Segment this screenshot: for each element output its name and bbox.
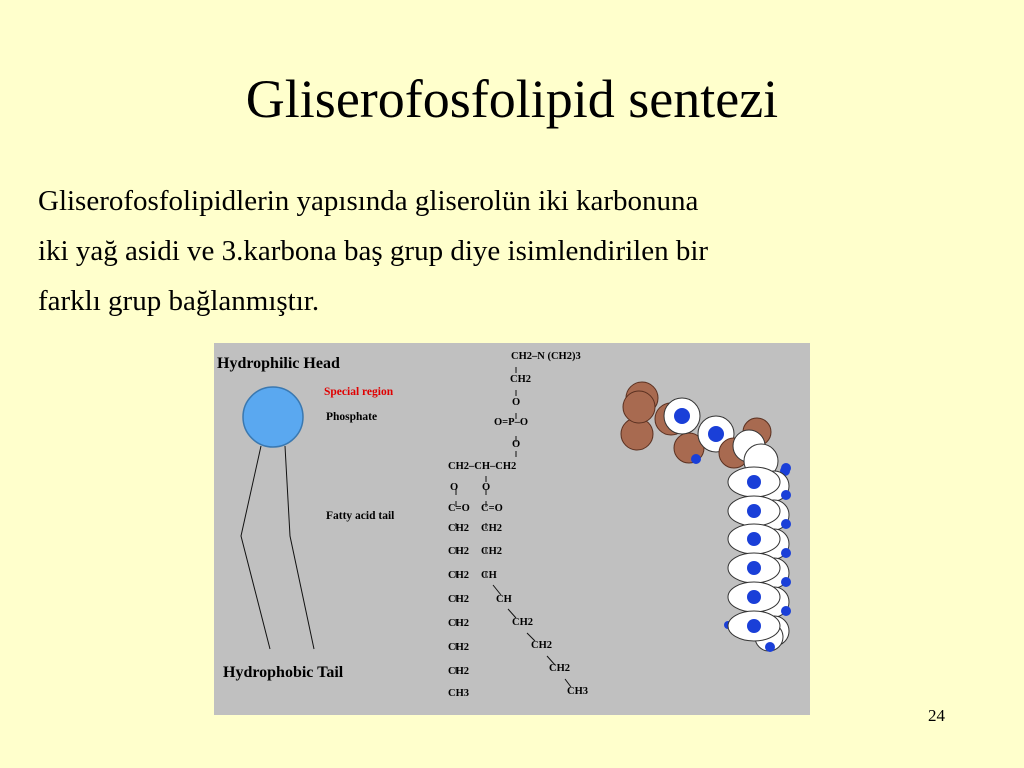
body-line: Gliserofosfolipidlerin yapısında gliserolün iki karbonuna <box>38 185 699 217</box>
formula-oxygen: O <box>512 439 521 450</box>
hydrophilic-head-label: Hydrophilic Head <box>217 355 340 372</box>
hydrophobic-tail-left <box>241 446 270 649</box>
formula-left-chain-atom: CH2 <box>448 523 469 534</box>
formula-right-chain-atom: C=O <box>481 503 503 514</box>
formula-right-chain-atom: O <box>482 482 491 493</box>
formula-left-chain-atom: CH2 <box>448 546 469 557</box>
page-number: 24 <box>928 706 945 725</box>
formula-left-chain-atom: CH2 <box>448 666 469 677</box>
formula-oxygen: O <box>512 397 521 408</box>
formula-left-chain-atom: CH2 <box>448 642 469 653</box>
formula-left-chain-atom: C=O <box>448 503 470 514</box>
space-filling-model <box>621 382 791 652</box>
formula-left-chain-atom: O <box>450 482 459 493</box>
formula-right-chain-atom: CH2 <box>481 523 502 534</box>
formula-phosphate: O=P–O <box>494 417 528 428</box>
body-line: iki yağ asidi ve 3.karbona baş grup diye isimlendirilen bir <box>38 235 709 267</box>
body-line: farklı grup bağlanmıştır. <box>38 285 320 317</box>
formula-bonds <box>456 367 571 687</box>
formula-ch2: CH2 <box>510 374 531 385</box>
formula-right-chain-atom: CH <box>496 594 512 605</box>
formula-right-chain-atom: CH3 <box>567 686 588 697</box>
special-region-label: Special region <box>324 386 394 398</box>
formula-left-chain-atom: CH3 <box>448 688 469 699</box>
formula-glycerol-backbone: CH2–CH–CH2 <box>448 461 517 472</box>
formula-head-group: CH2–N (CH2)3 <box>511 351 581 362</box>
hydrophobic-tail-right <box>285 446 314 649</box>
hydrophobic-tail-label: Hydrophobic Tail <box>223 664 344 681</box>
slide-title: Gliserofosfolipid sentezi <box>245 69 779 129</box>
formula-right-chain-atom: CH2 <box>549 663 570 674</box>
formula-right-chain-atom: CH2 <box>481 546 502 557</box>
slide-body-text <box>38 176 988 326</box>
formula-left-chain-atom: CH2 <box>448 618 469 629</box>
formula-right-chain-atom: CH <box>481 570 497 581</box>
phospholipid-figure <box>214 343 810 715</box>
formula-left-chain-atom: CH2 <box>448 570 469 581</box>
fatty-acid-chain-atoms <box>724 463 791 652</box>
formula-left-chain-atom: CH2 <box>448 594 469 605</box>
formula-right-chain-atom: CH2 <box>531 640 552 651</box>
formula-right-chain-atom: CH2 <box>512 617 533 628</box>
phosphate-label: Phosphate <box>326 411 378 423</box>
fatty-acid-tail-label: Fatty acid tail <box>326 510 395 522</box>
hydrophilic-head-circle <box>243 387 303 447</box>
